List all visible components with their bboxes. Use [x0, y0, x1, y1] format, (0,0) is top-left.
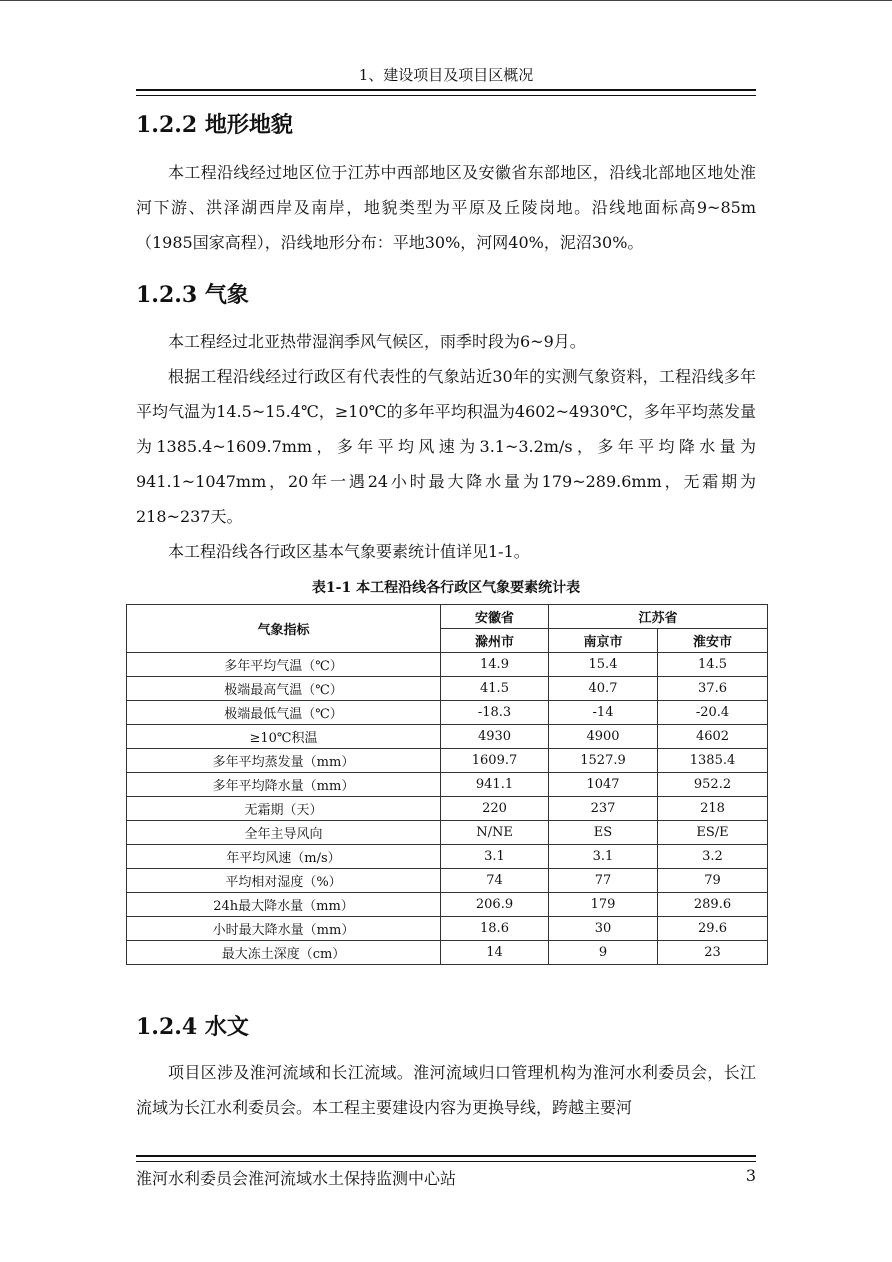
paragraph-climate-zone: 本工程经过北亚热带湿润季风气候区，雨季时段为6~9月。: [168, 332, 586, 351]
table-row: [127, 677, 768, 701]
section-heading-terrain: 1.2.2 地形地貌: [136, 112, 293, 138]
header-province-jiangsu: 江苏省: [549, 605, 768, 629]
cell-nanjing: 179: [549, 893, 658, 917]
paragraph-table-reference: 本工程沿线各行政区基本气象要素统计值详见1-1。: [168, 542, 530, 561]
row-label: 24h最大降水量（mm）: [127, 893, 441, 917]
row-label: 小时最大降水量（mm）: [127, 917, 441, 941]
cell-huaian: 23: [658, 941, 768, 965]
paragraph-climate-data: 根据工程沿线经过行政区有代表性的气象站近30年的实测气象资料，工程沿线多年平均气温为14.5~15.4℃，≥10℃的多年平均积温为4602~4930℃，多年平均蒸发量为1385.4~1609.7mm，多年平均风速为3.1~3.2m/s，多年平均降水量为941.1~1047mm，20年一遇24小时最大降水量为179~289.6mm，无霜期为218~237天。: [136, 367, 756, 526]
cell-chuzhou: N/NE: [441, 821, 549, 845]
section-heading-hydrology: 1.2.4 水文: [136, 1014, 249, 1040]
cell-huaian: 1385.4: [658, 749, 768, 773]
section-heading-climate: 1.2.3 气象: [136, 282, 249, 308]
row-label: 全年主导风向: [127, 821, 441, 845]
row-label: 多年平均降水量（mm）: [127, 773, 441, 797]
cell-nanjing: 9: [549, 941, 658, 965]
running-header: 1、建设项目及项目区概况: [358, 66, 534, 84]
cell-nanjing: ES: [549, 821, 658, 845]
header-city-nanjing: 南京市: [549, 629, 658, 653]
cell-huaian: 952.2: [658, 773, 768, 797]
cell-huaian: ES/E: [658, 821, 768, 845]
cell-nanjing: -14: [549, 701, 658, 725]
page-number: 3: [745, 1166, 756, 1185]
cell-huaian: 218: [658, 797, 768, 821]
row-label: 最大冻土深度（cm）: [127, 941, 441, 965]
table-row: [127, 653, 768, 677]
table-row: [127, 725, 768, 749]
cell-nanjing: 1047: [549, 773, 658, 797]
table-row: [127, 821, 768, 845]
paragraph-terrain: 本工程沿线经过地区位于江苏中西部地区及安徽省东部地区，沿线北部地区地处淮河下游、洪泽湖西岸及南岸，地貌类型为平原及丘陵岗地。沿线地面标高9~85m（1985国家高程），沿线地形分布：平地30%，河网40%，泥沼30%。: [136, 163, 756, 252]
cell-chuzhou: 3.1: [441, 845, 549, 869]
paragraph-hydrology: 项目区涉及淮河流域和长江流域。淮河流域归口管理机构为淮河水利委员会，长江流域为长江水利委员会。本工程主要建设内容为更换导线，跨越主要河: [136, 1063, 756, 1117]
header-city-chuzhou: 滁州市: [441, 629, 549, 653]
cell-chuzhou: 14.9: [441, 653, 549, 677]
table-row: [127, 893, 768, 917]
table-row: [127, 869, 768, 893]
table-row: [127, 701, 768, 725]
header-indicator: 气象指标: [127, 605, 441, 653]
page-top-border: [0, 0, 892, 1]
header-city-huaian: 淮安市: [658, 629, 768, 653]
header-rule: [136, 89, 756, 96]
cell-chuzhou: -18.3: [441, 701, 549, 725]
cell-huaian: 4602: [658, 725, 768, 749]
cell-huaian: -20.4: [658, 701, 768, 725]
cell-huaian: 29.6: [658, 917, 768, 941]
cell-nanjing: 237: [549, 797, 658, 821]
cell-chuzhou: 74: [441, 869, 549, 893]
cell-huaian: 289.6: [658, 893, 768, 917]
cell-nanjing: 4900: [549, 725, 658, 749]
header-province-anhui: 安徽省: [441, 605, 549, 629]
cell-huaian: 79: [658, 869, 768, 893]
row-label: 极端最高气温（℃）: [127, 677, 441, 701]
cell-chuzhou: 941.1: [441, 773, 549, 797]
row-label: 多年平均气温（℃）: [127, 653, 441, 677]
table-row: [127, 941, 768, 965]
row-label: 年平均风速（m/s）: [127, 845, 441, 869]
row-label: ≥10℃积温: [127, 725, 441, 749]
row-label: 无霜期（天）: [127, 797, 441, 821]
cell-chuzhou: 4930: [441, 725, 549, 749]
cell-chuzhou: 18.6: [441, 917, 549, 941]
cell-chuzhou: 41.5: [441, 677, 549, 701]
row-label: 极端最低气温（℃）: [127, 701, 441, 725]
cell-chuzhou: 1609.7: [441, 749, 549, 773]
cell-huaian: 3.2: [658, 845, 768, 869]
table-row: [127, 773, 768, 797]
row-label: 多年平均蒸发量（mm）: [127, 749, 441, 773]
cell-chuzhou: 220: [441, 797, 549, 821]
cell-huaian: 14.5: [658, 653, 768, 677]
cell-nanjing: 3.1: [549, 845, 658, 869]
cell-nanjing: 30: [549, 917, 658, 941]
cell-nanjing: 77: [549, 869, 658, 893]
footer-organization: 淮河水利委员会淮河流域水土保持监测中心站: [136, 1169, 457, 1188]
table-row: [127, 917, 768, 941]
cell-huaian: 37.6: [658, 677, 768, 701]
cell-chuzhou: 206.9: [441, 893, 549, 917]
cell-nanjing: 15.4: [549, 653, 658, 677]
table-row: [127, 845, 768, 869]
footer-rule: [136, 1155, 756, 1162]
cell-nanjing: 1527.9: [549, 749, 658, 773]
table-caption: 表1-1 本工程沿线各行政区气象要素统计表: [311, 580, 581, 596]
cell-nanjing: 40.7: [549, 677, 658, 701]
meteorology-table: [126, 604, 768, 965]
table-row: [127, 797, 768, 821]
cell-chuzhou: 14: [441, 941, 549, 965]
table-row: [127, 749, 768, 773]
row-label: 平均相对湿度（%）: [127, 869, 441, 893]
